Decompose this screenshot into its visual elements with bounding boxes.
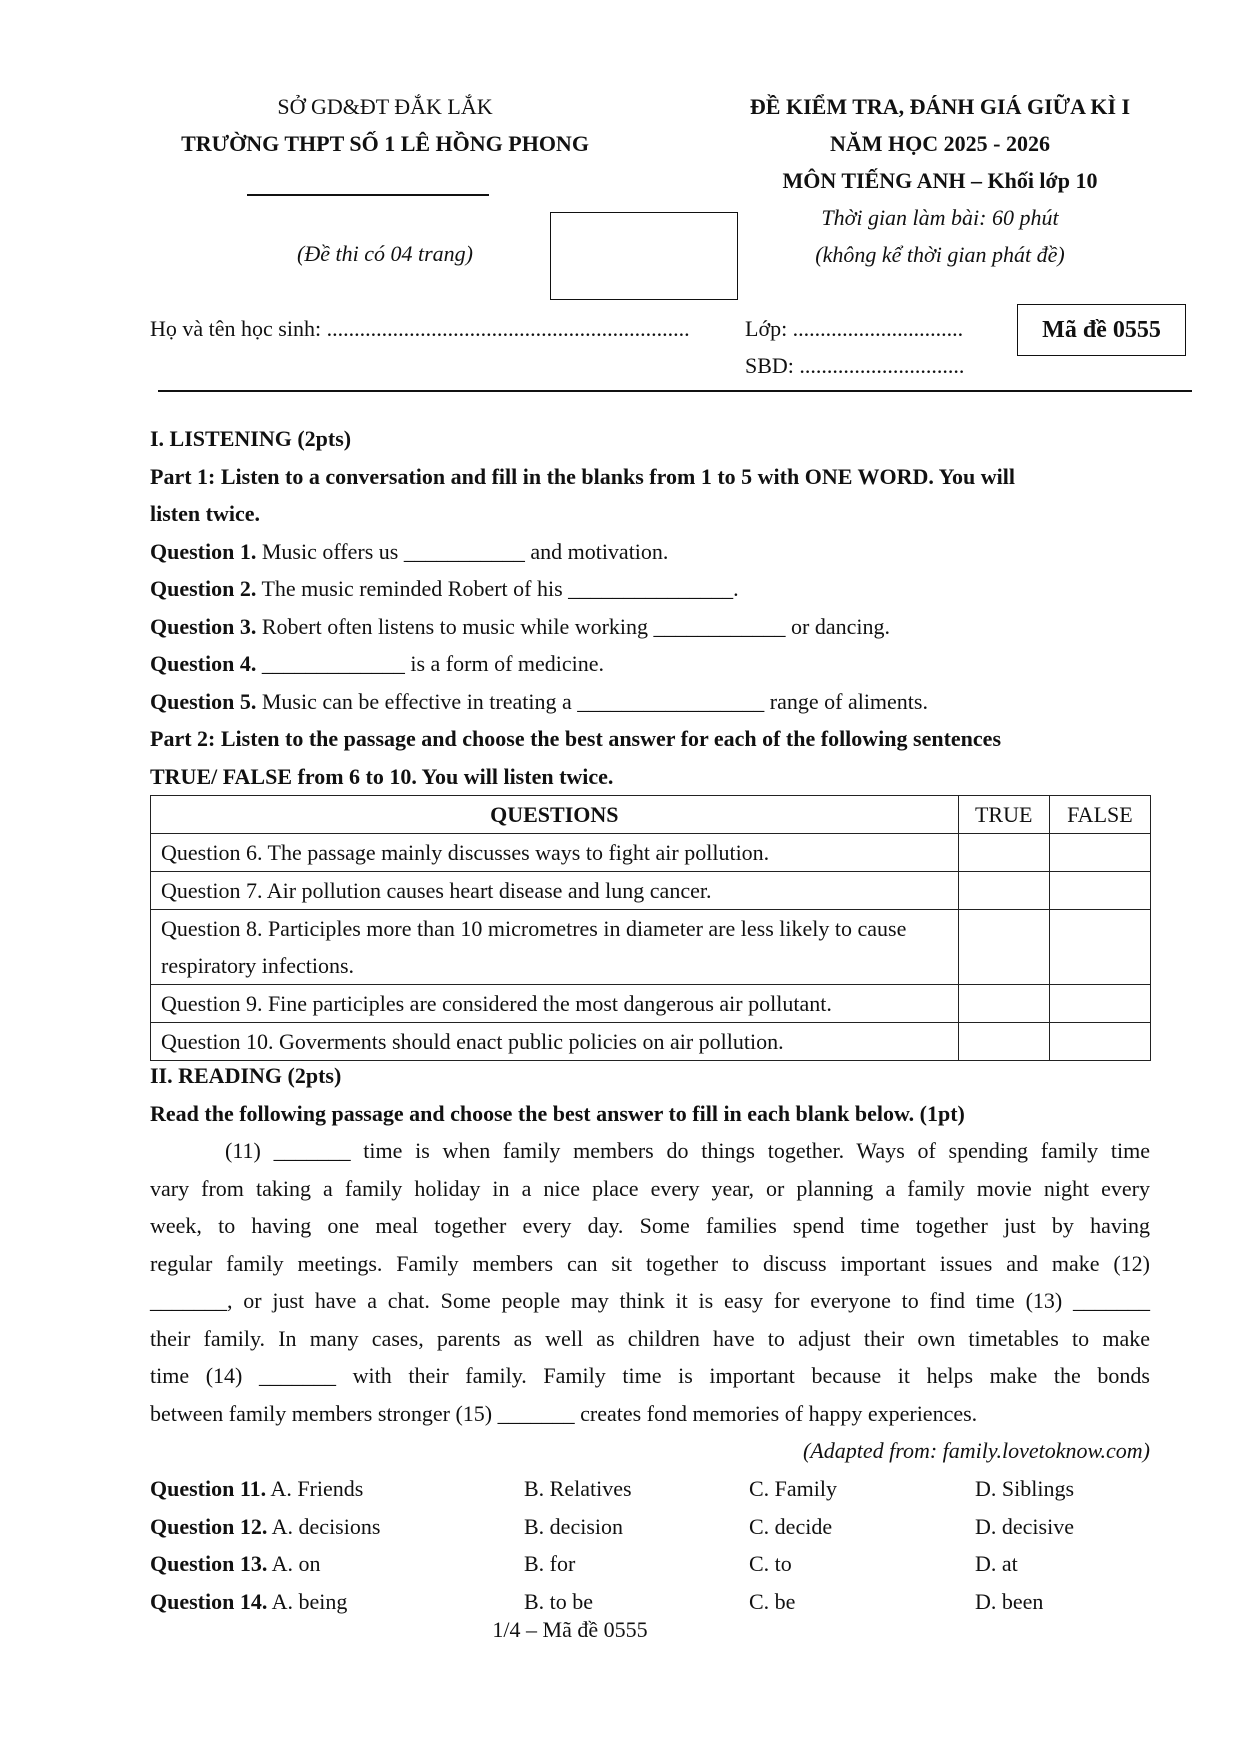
table-question-10: Question 10. Goverments should enact public policies on air pollution. [151, 1023, 959, 1061]
option-c[interactable]: C. be [749, 1588, 796, 1614]
answer-true-cell[interactable] [958, 834, 1049, 872]
page-footer: 1/4 – Mã đề 0555 [492, 1617, 648, 1642]
part2-instruction-1: Part 2: Listen to the passage and choose the best answer for each of the following sentences [150, 726, 1002, 751]
option-a[interactable]: A. on [267, 1551, 321, 1576]
question-3: Question 3. Robert often listens to music while working ____________ or dancing. [150, 613, 890, 639]
option-d[interactable]: D. decisive [975, 1513, 1074, 1539]
department-name: SỞ GD&ĐT ĐẮK LẮK [277, 94, 493, 119]
question-1: Question 1. Music offers us ___________ and motivation. [150, 538, 669, 564]
passage-line: (11) _______ time is when family members do things together. Ways of spending family time [225, 1138, 1150, 1163]
true-false-table-wrap [150, 795, 1151, 1061]
option-a[interactable]: A. Friends [266, 1476, 364, 1501]
answer-false-cell[interactable] [1049, 834, 1150, 872]
header-left [150, 88, 620, 162]
answer-true-cell[interactable] [958, 910, 1049, 985]
mcq-block [0, 1470, 1241, 1620]
option-d[interactable]: D. Siblings [975, 1476, 1075, 1501]
class-field: Lớp: ............................... [745, 316, 964, 341]
option-b[interactable]: B. Relatives [524, 1476, 632, 1501]
option-b[interactable]: B. to be [524, 1588, 594, 1614]
table-row [151, 834, 1151, 872]
exam-time-note: (không kể thời gian phát đề) [815, 242, 1065, 267]
header-right [690, 88, 1190, 273]
option-d[interactable]: D. been [975, 1588, 1044, 1614]
passage-line: _______, or just have a chat. Some people may think it is easy for everyone to find time (13) _______ [150, 1288, 1150, 1313]
passage-line: their family. In many cases, parents as well as children have to adjust their own timetables to make [150, 1325, 1150, 1351]
option-a[interactable]: A. being [267, 1588, 348, 1614]
mcq-question-12: Question 12. A. decisions B. decision C. decide D. decisive [0, 1508, 1241, 1546]
school-year: NĂM HỌC 2025 - 2026 [830, 131, 1050, 156]
exam-title: ĐỀ KIỂM TRA, ĐÁNH GIÁ GIỮA KÌ I [749, 94, 1131, 119]
exam-time: Thời gian làm bài: 60 phút [821, 205, 1059, 230]
mcq-question-13: Question 13. A. on B. for C. to D. at [0, 1545, 1241, 1583]
table-question-7: Question 7. Air pollution causes heart disease and lung cancer. [151, 872, 959, 910]
pages-note: (Đề thi có 04 trang) [297, 241, 473, 266]
answer-false-cell[interactable] [1049, 1023, 1150, 1061]
exam-code: Mã đề 0555 [1017, 304, 1186, 356]
listening-section [150, 420, 1150, 795]
option-b[interactable]: B. decision [524, 1513, 623, 1539]
passage-source: (Adapted from: family.lovetoknow.com) [802, 1438, 1150, 1463]
reading-instruction: Read the following passage and choose the best answer to fill in each blank below. (1pt) [150, 1100, 965, 1126]
part2-instruction-2: TRUE/ FALSE from 6 to 10. You will listen twice. [150, 763, 614, 789]
option-c[interactable]: C. decide [749, 1513, 833, 1539]
table-header-false: FALSE [1049, 796, 1150, 834]
listening-heading: I. LISTENING (2pts) [150, 426, 352, 451]
table-question-9: Question 9. Fine participles are considered the most dangerous air pollutant. [151, 985, 959, 1023]
answer-false-cell[interactable] [1049, 985, 1150, 1023]
header-rule [158, 390, 1192, 392]
answer-false-cell[interactable] [1049, 910, 1150, 985]
reading-heading: II. READING (2pts) [150, 1063, 342, 1088]
table-row [151, 1023, 1151, 1061]
table-question-6: Question 6. The passage mainly discusses ways to fight air pollution. [151, 834, 959, 872]
table-header-true: TRUE [958, 796, 1049, 834]
option-d[interactable]: D. at [975, 1551, 1018, 1576]
mcq-question-14: Question 14. A. being B. to be C. be D. been [0, 1583, 1241, 1621]
sbd-field: SBD: .............................. [745, 353, 965, 378]
table-row [151, 910, 1151, 985]
answer-true-cell[interactable] [958, 1023, 1049, 1061]
mcq-question-11: Question 11. A. Friends B. Relatives C. Family D. Siblings [0, 1470, 1241, 1508]
passage-line: regular family meetings. Family members can sit together to discuss important issues and make (12) [150, 1250, 1150, 1276]
table-row [151, 872, 1151, 910]
table-header-questions: QUESTIONS [151, 796, 959, 834]
answer-true-cell[interactable] [958, 872, 1049, 910]
reading-section [150, 1057, 1150, 1470]
header-divider [247, 194, 489, 196]
passage-line: week, to having one meal together every day. Some families spend time together just by having [150, 1213, 1150, 1238]
passage-line: between family members stronger (15) _______ creates fond memories of happy experiences. [150, 1400, 978, 1426]
true-false-table [150, 795, 1151, 1061]
question-5: Question 5. Music can be effective in treating a _________________ range of aliments. [150, 688, 928, 714]
option-c[interactable]: C. Family [749, 1476, 838, 1501]
answer-false-cell[interactable] [1049, 872, 1150, 910]
part1-instruction-2: listen twice. [150, 501, 260, 526]
table-question-8: Question 8. Participles more than 10 micrometres in diameter are less likely to cause respiratory infections. [151, 910, 959, 985]
passage-line: time (14) _______ with their family. Family time is important because it helps make the bonds [150, 1363, 1150, 1388]
table-row [151, 985, 1151, 1023]
part1-instruction-1: Part 1: Listen to a conversation and fill in the blanks from 1 to 5 with ONE WORD. You will [150, 463, 1015, 489]
option-c[interactable]: C. to [749, 1551, 792, 1576]
question-2: Question 2. The music reminded Robert of his _______________. [150, 576, 739, 601]
option-b[interactable]: B. for [524, 1551, 576, 1576]
subject: MÔN TIẾNG ANH – Khối lớp 10 [782, 168, 1098, 193]
passage-line: vary from taking a family holiday in a nice place every year, or planning a family movie night every [150, 1175, 1150, 1201]
school-name: TRƯỜNG THPT SỐ 1 LÊ HỒNG PHONG [181, 131, 589, 156]
student-name-field: Họ và tên học sinh: .................................................................. [150, 316, 690, 341]
answer-true-cell[interactable] [958, 985, 1049, 1023]
question-4: Question 4. _____________ is a form of medicine. [150, 651, 605, 676]
option-a[interactable]: A. decisions [267, 1513, 381, 1539]
